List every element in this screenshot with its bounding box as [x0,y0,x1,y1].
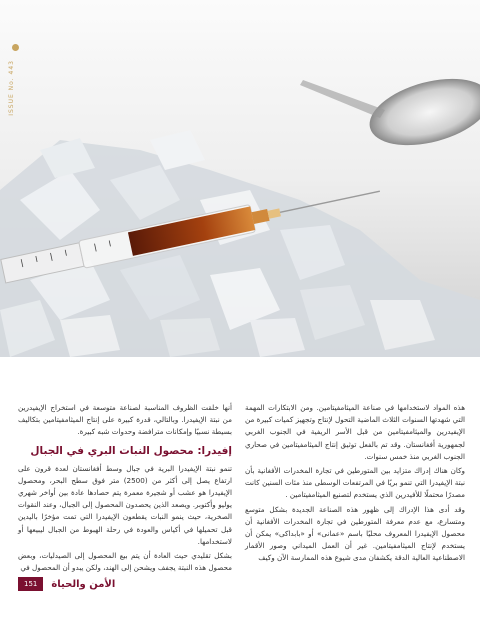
page-number: 151 [18,577,43,591]
paragraph: أنها خلقت الظروف المناسبة لصناعة متوسعة في استخراج الإيفيدرين من نبتة الإيفيدرا. وبالتالي، قدرة كبيرة على إنتاج الميثامفيتامين بتكاليف بسيطة نسبيًا وإمكانات مترافضة وحدوات شبه كبيرة. [18,403,232,437]
paragraph: بشكل تقليدي حيث العادة أن يتم بيع المحصول إلى الصيدليات، وبعض محصول هذه النبتة يجفف ويشحن إلى الهند، ولكن يبدو أن المحصول في [18,551,232,573]
paragraph: وكان هناك إدراك متزايد بين المتورطين في تجارة المخدرات الأفغانية بأن نبتة الإيفيدرا التي تنمو بريًا في المرتفعات الوسطى منذ مئات السنين كانت مصدرًا محتملًا للأفيدرين الذي يستخدم لتصنيع الميثامفيتامين . [245,466,465,500]
article-column-left [18,402,232,576]
issue-dot-icon [12,44,19,51]
paragraph: وقد أدى هذا الإدراك إلى ظهور هذه الصناعة الجديدة بشكل متوسع ومتسارع، مع عدم معرفة المتورطين في تجارة المخدرات الأفغانية أن محصول الإيفيدرا المعروف محليًا باسم «عمانى» أو «بابداكى» يمكن أن يستخدم لإنتاج الميثامفيتامين. غير أن العمل الميداني وصور الأقمار الاصطناعية العالية الدقة يكشفان مدى شيوع هذه الممارسة الآن وكيف [245,504,465,563]
page-footer [18,577,115,591]
issue-label-box [8,60,22,140]
paragraph: تنمو نبتة الإيفيدرا البرية في جبال وسط أفغانستان لعدة قرون على ارتفاع يصل إلى أكثر من (2500) متر فوق سطح البحر، ومحصول الإيفيدرا هو عشب أو شجيرة معمرة يتم حصادها عادة بين أواخر شهري يوليو وأكتوبر. ويصعد الذين يحصدون المحصول إلى الجبال، وعند النقوات الصخرية، حيث ينمو النبات يقطعون الإيفيدرا التي تمت مؤخرًا باليدين قبل تحميلها في أكياس والعودة في رحلة الهبوط من الجبال ليبيعها أو لاستخدامها. [18,463,232,546]
magazine-brand: الأمن والحياة [51,578,116,590]
section-subheading: إفيدرا: محصول النبات البري في الجبال [30,444,232,457]
article-column-right [245,402,465,567]
issue-label: ISSUE No. 443 [8,60,15,116]
paragraph: هذه المواد لاستخدامها في صناعة الميثامفيتامين. ومن الابتكارات المهمة التي شهدتها السنوات الثلاث الماضية التحول لإنتاج وتجهيز كميات كبيرة من الإيفيدرين والميثامفيتامين من قبل الأسر الريفية في الجنوب الغربي لجمهورية أفغانستان. وقد تم بالفعل توثيق إنتاج الميثامفيتامين في صحاري الجنوب الغربي منذ خمس سنوات. [245,403,465,461]
